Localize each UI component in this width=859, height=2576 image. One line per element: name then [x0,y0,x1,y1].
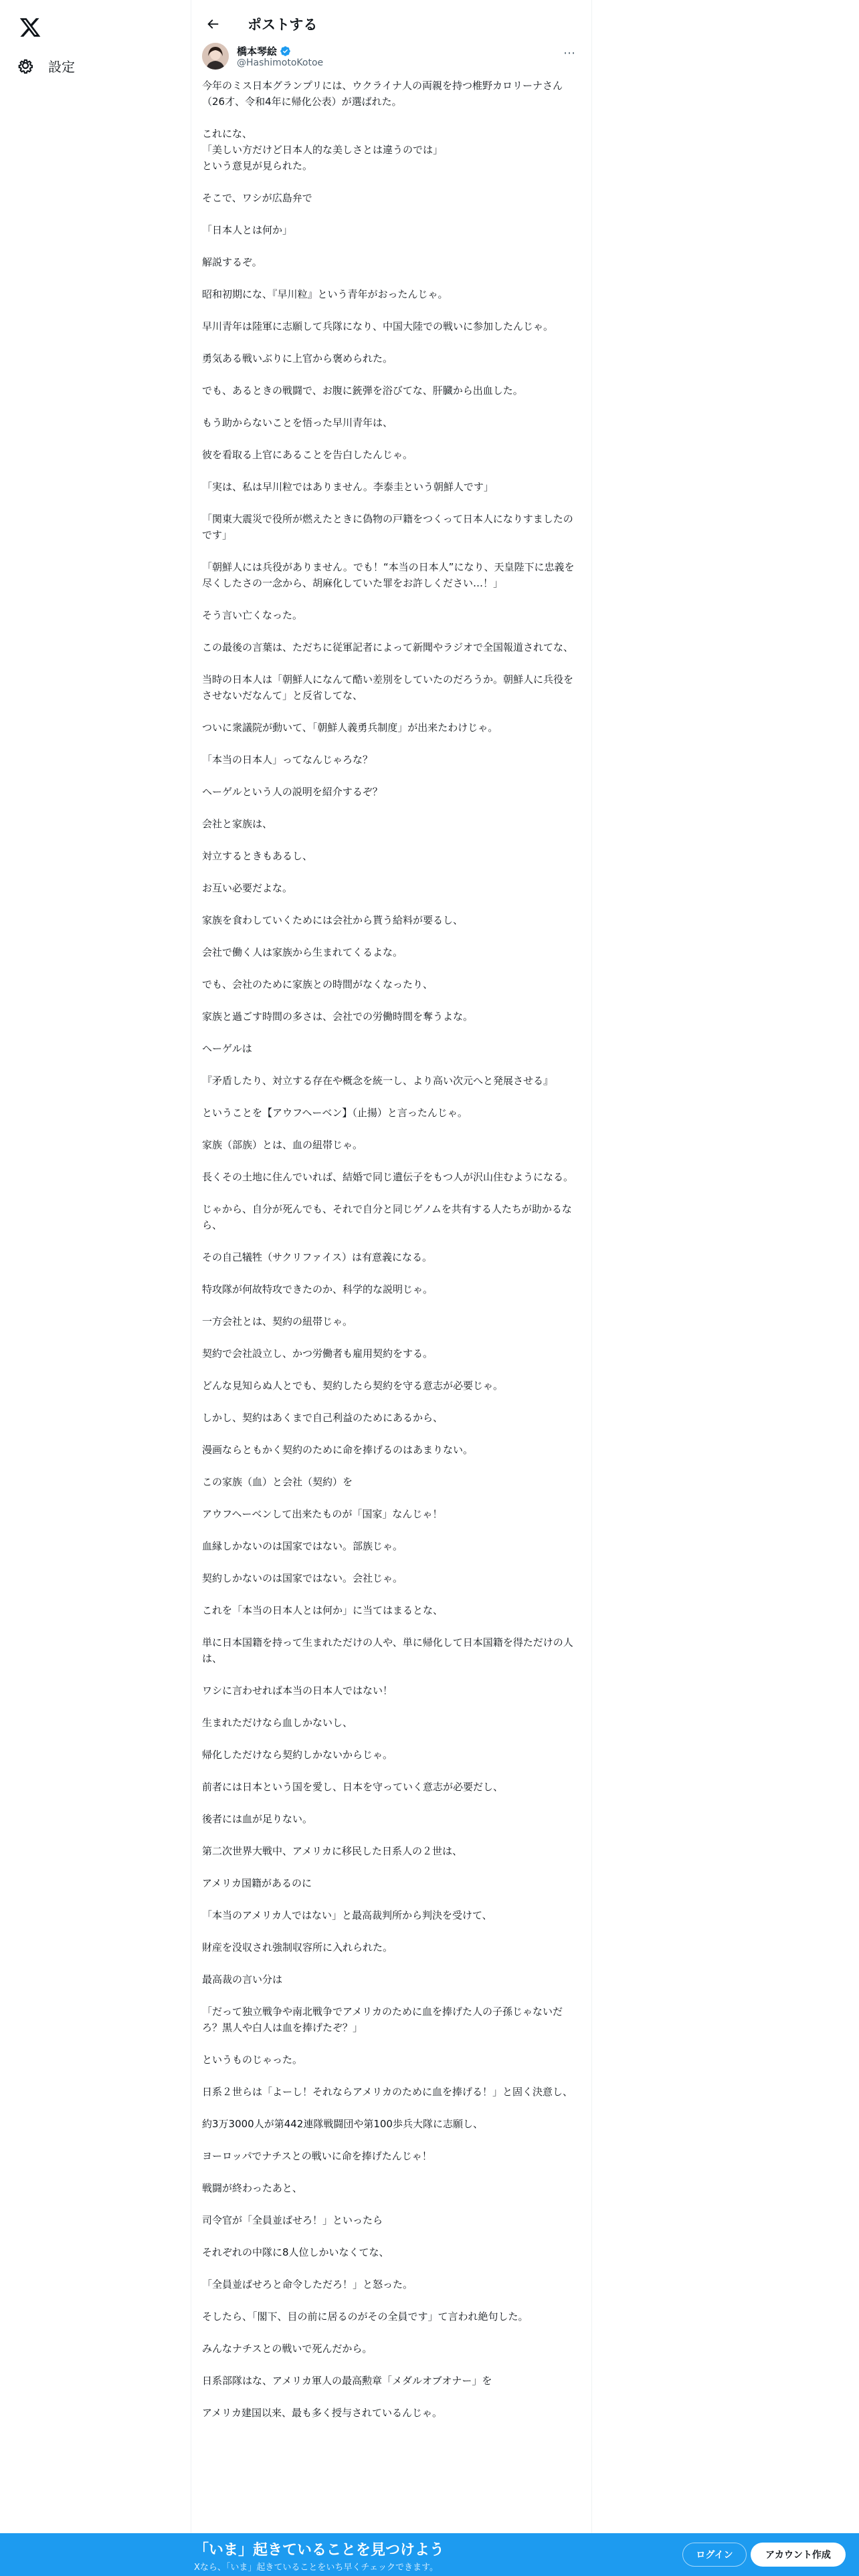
post-paragraph: お互い必要だよな。 [202,882,293,894]
post-paragraph: じゃから、自分が死んでも、それで自分と同じゲノムを共有する人たちが助かるなら、 [202,1203,572,1231]
banner-title: 「いま」起きていることを見つけよう [194,2542,445,2559]
post-paragraph: でも、会社のために家族との時間がなくなったり、 [202,978,434,990]
post-paragraph: 「実は、私は早川粒ではありません。李泰圭という朝鮮人です」 [202,481,494,493]
post-paragraph: ヘーゲルは [202,1043,252,1055]
post-paragraph: 会社で働く人は家族から生まれてくるよな。 [202,946,403,958]
post-paragraph: 「だって独立戦争や南北戦争でアメリカのために血を捧げた人の子孫じゃないだろ？黒人や白人は血を捧げたぞ？」 [202,2006,563,2034]
author-name-text: 橋本琴絵 [237,45,278,58]
nav-settings-label: 設定 [48,58,75,75]
post-paragraph: その自己犠牲（サクリファイス）は有意義になる。 [202,1251,432,1263]
post-paragraph: どんな見知らぬ人とでも、契約したら契約を守る意志が必要じゃ。 [202,1380,504,1392]
post-paragraph: 「全員並ばせろと命令しただろ！」と怒った。 [202,2278,413,2290]
post-paragraph: アウフヘーベンして出来たものが「国家」なんじゃ！ [202,1508,443,1520]
post-paragraph: 日系２世らは「よーし！それならアメリカのために血を捧げる！」と固く決意し、 [202,2086,573,2098]
post-paragraph: 第二次世界大戦中、アメリカに移民した日系人の２世は、 [202,1845,462,1857]
post-paragraph: 昭和初期にな、『早川粒』という青年がおったんじゃ。 [202,288,448,300]
post-paragraph: ヘーゲルという人の説明を紹介するぞ？ [202,786,383,798]
avatar[interactable] [202,43,229,70]
nav-settings[interactable] [16,52,75,79]
post-paragraph: 前者には日本という国を愛し、日本を守っていく意志が必要だし、 [202,1781,504,1793]
post-paragraph: 契約しかないのは国家ではない。会社じゃ。 [202,1572,403,1584]
post-paragraph: というものじゃった。 [202,2054,303,2066]
post-paragraph: 司令官が「全員並ばせろ！」といったら [202,2214,383,2226]
post-paragraph: でも、あるときの戦闘で、お腹に銃弾を浴びてな、肝臓から出血した。 [202,385,523,397]
post-paragraph: 家族を食わしていくためには会社から貰う給料が要るし、 [202,914,464,926]
banner-subtitle: Xなら、「いま」起きていることをいち早くチェックできます。 [194,2563,438,2573]
post-paragraph: 当時の日本人は「朝鮮人になんて酷い差別をしていたのだろうか。朝鮮人に兵役をさせないだなんて」と反省してな、 [202,673,574,702]
post-paragraph: そしたら、「閣下、目の前に居るのがその全員です」て言われ絶句した。 [202,2311,529,2323]
post-paragraph: 長くその土地に住んでいれば、結婚で同じ遺伝子をもつ人が沢山住むようになる。 [202,1171,574,1183]
post-paragraph: アメリカ国籍があるのに [202,1877,312,1889]
post-paragraph: しかし、契約はあくまで自己利益のためにあるから、 [202,1412,444,1424]
signup-banner [0,2533,859,2576]
post-paragraph: これを「本当の日本人とは何か」に当てはまるとな、 [202,1604,444,1616]
post-paragraph: ワシに言わせれば本当の日本人ではない！ [202,1685,393,1697]
post-paragraph: 後者には血が足りない。 [202,1813,313,1825]
post-paragraph: 契約で会社設立し、かつ労働者も雇用契約をする。 [202,1348,434,1360]
post-paragraph: 「朝鮮人には兵役がありません。でも！“本当の日本人”になり、天皇陛下に忠義を尽くしたさの一念から、胡麻化していた罪をお許しください…！」 [202,561,575,589]
post-paragraph: この家族（血）と会社（契約）を [202,1476,353,1488]
post-paragraph: アメリカ建国以来、最も多く授与されているんじゃ。 [202,2407,442,2419]
left-navigation [0,0,191,2576]
login-button[interactable]: ログイン [682,2543,747,2567]
post-paragraph: もう助からないことを悟った早川青年は、 [202,417,393,429]
post-paragraph: 日系部隊はな、アメリカ軍人の最高勲章「メダルオブオナー」を [202,2375,492,2387]
post-paragraph: 約3万3000人が第442連隊戦闘団や第100歩兵大隊に志願し、 [202,2118,483,2130]
post-paragraph: 「関東大震災で役所が燃えたときに偽物の戸籍をつくって日本人になりすましたのです」 [202,513,573,541]
back-arrow-icon [205,17,220,31]
page-title: ポストする [248,17,318,33]
post-author [202,41,582,74]
post-paragraph: 「本当のアメリカ人ではない」と最高裁判所から判決を受けて、 [202,1909,492,1921]
post-paragraph: 最高裁の言い分は [202,1973,283,1985]
post-paragraph: 生まれただけなら血しかないし、 [202,1717,353,1729]
post-paragraph: 会社と家族は、 [202,818,273,830]
post-paragraph: 家族と過ごす時間の多さは、会社での労働時間を奪うよな。 [202,1010,474,1023]
post-paragraph: 財産を没収され強制収容所に入れられた。 [202,1941,393,1953]
post-paragraph: これにな、 「美しい方だけど日本人的な美しさとは違うのでは」 という意見が見られた。 [202,128,444,172]
post-paragraph: この最後の言葉は、ただちに従軍記者によって新聞やラジオで全国報道されてな、 [202,641,574,653]
post-paragraph: 一方会社とは、契約の紐帯じゃ。 [202,1315,353,1327]
post-paragraph: 解説するぞ。 [202,256,262,268]
post-paragraph: そう言い亡くなった。 [202,609,303,621]
post-paragraph: みんなナチスとの戦いで死んだから。 [202,2343,373,2355]
post-paragraph: 漫画ならともかく契約のために命を捧げるのはあまりない。 [202,1444,474,1456]
gear-icon [16,56,35,75]
post-paragraph: 早川青年は陸軍に志願して兵隊になり、中国大陸での戦いに参加したんじゃ。 [202,320,554,332]
post-paragraph: 勇気ある戦いぶりに上官から褒められた。 [202,352,393,364]
post-paragraph: 今年のミス日本グランプリには、ウクライナ人の両親を持つ椎野カロリーナさん（26才、令和4年に帰化公表）が選ばれた。 [202,80,563,108]
post-paragraph: 家族（部族）とは、血の紐帯じゃ。 [202,1139,363,1151]
post-paragraph: 特攻隊が何故特攻できたのか、科学的な説明じゃ。 [202,1283,434,1295]
post-paragraph: 帰化しただけなら契約しかないからじゃ。 [202,1749,393,1761]
more-icon[interactable]: ⋯ [563,45,575,60]
post-text [202,78,582,2437]
main-column [191,0,592,2576]
signup-button[interactable]: アカウント作成 [751,2543,846,2567]
post-paragraph: 単に日本国籍を持って生まれただけの人や、単に帰化して日本国籍を得ただけの人は、 [202,1636,573,1665]
post-paragraph: 戦闘が終わったあと、 [202,2182,302,2194]
author-handle[interactable]: @HashimotoKotoe [237,58,324,68]
post-paragraph: そこで、ワシが広島弁で [202,192,312,204]
author-name[interactable] [237,44,291,58]
post-paragraph: それぞれの中隊に8人位しかいなくてな、 [202,2246,389,2258]
post-paragraph: ということを【アウフヘーベン】（止揚）と言ったんじゃ。 [202,1107,468,1119]
post-paragraph: 「日本人とは何か」 [202,224,293,236]
post-paragraph: 「本当の日本人」ってなんじゃろな？ [202,754,373,766]
post-paragraph: 対立するときもあるし、 [202,850,313,862]
verified-badge-icon [280,45,291,57]
post-paragraph: ヨーロッパでナチスとの戦いに命を捧げたんじゃ！ [202,2150,432,2162]
x-logo-icon[interactable] [19,16,41,39]
post-paragraph: 『矛盾したり、対立する存在や概念を統一し、より高い次元へと発展させる』 [202,1075,554,1087]
post-paragraph: 彼を看取る上官にあることを告白したんじゃ。 [202,449,413,461]
post-paragraph: ついに衆議院が動いて、「朝鮮人義勇兵制度」が出来たわけじゃ。 [202,722,498,734]
back-button[interactable] [199,11,226,37]
post-paragraph: 血縁しかないのは国家ではない。部族じゃ。 [202,1540,403,1552]
